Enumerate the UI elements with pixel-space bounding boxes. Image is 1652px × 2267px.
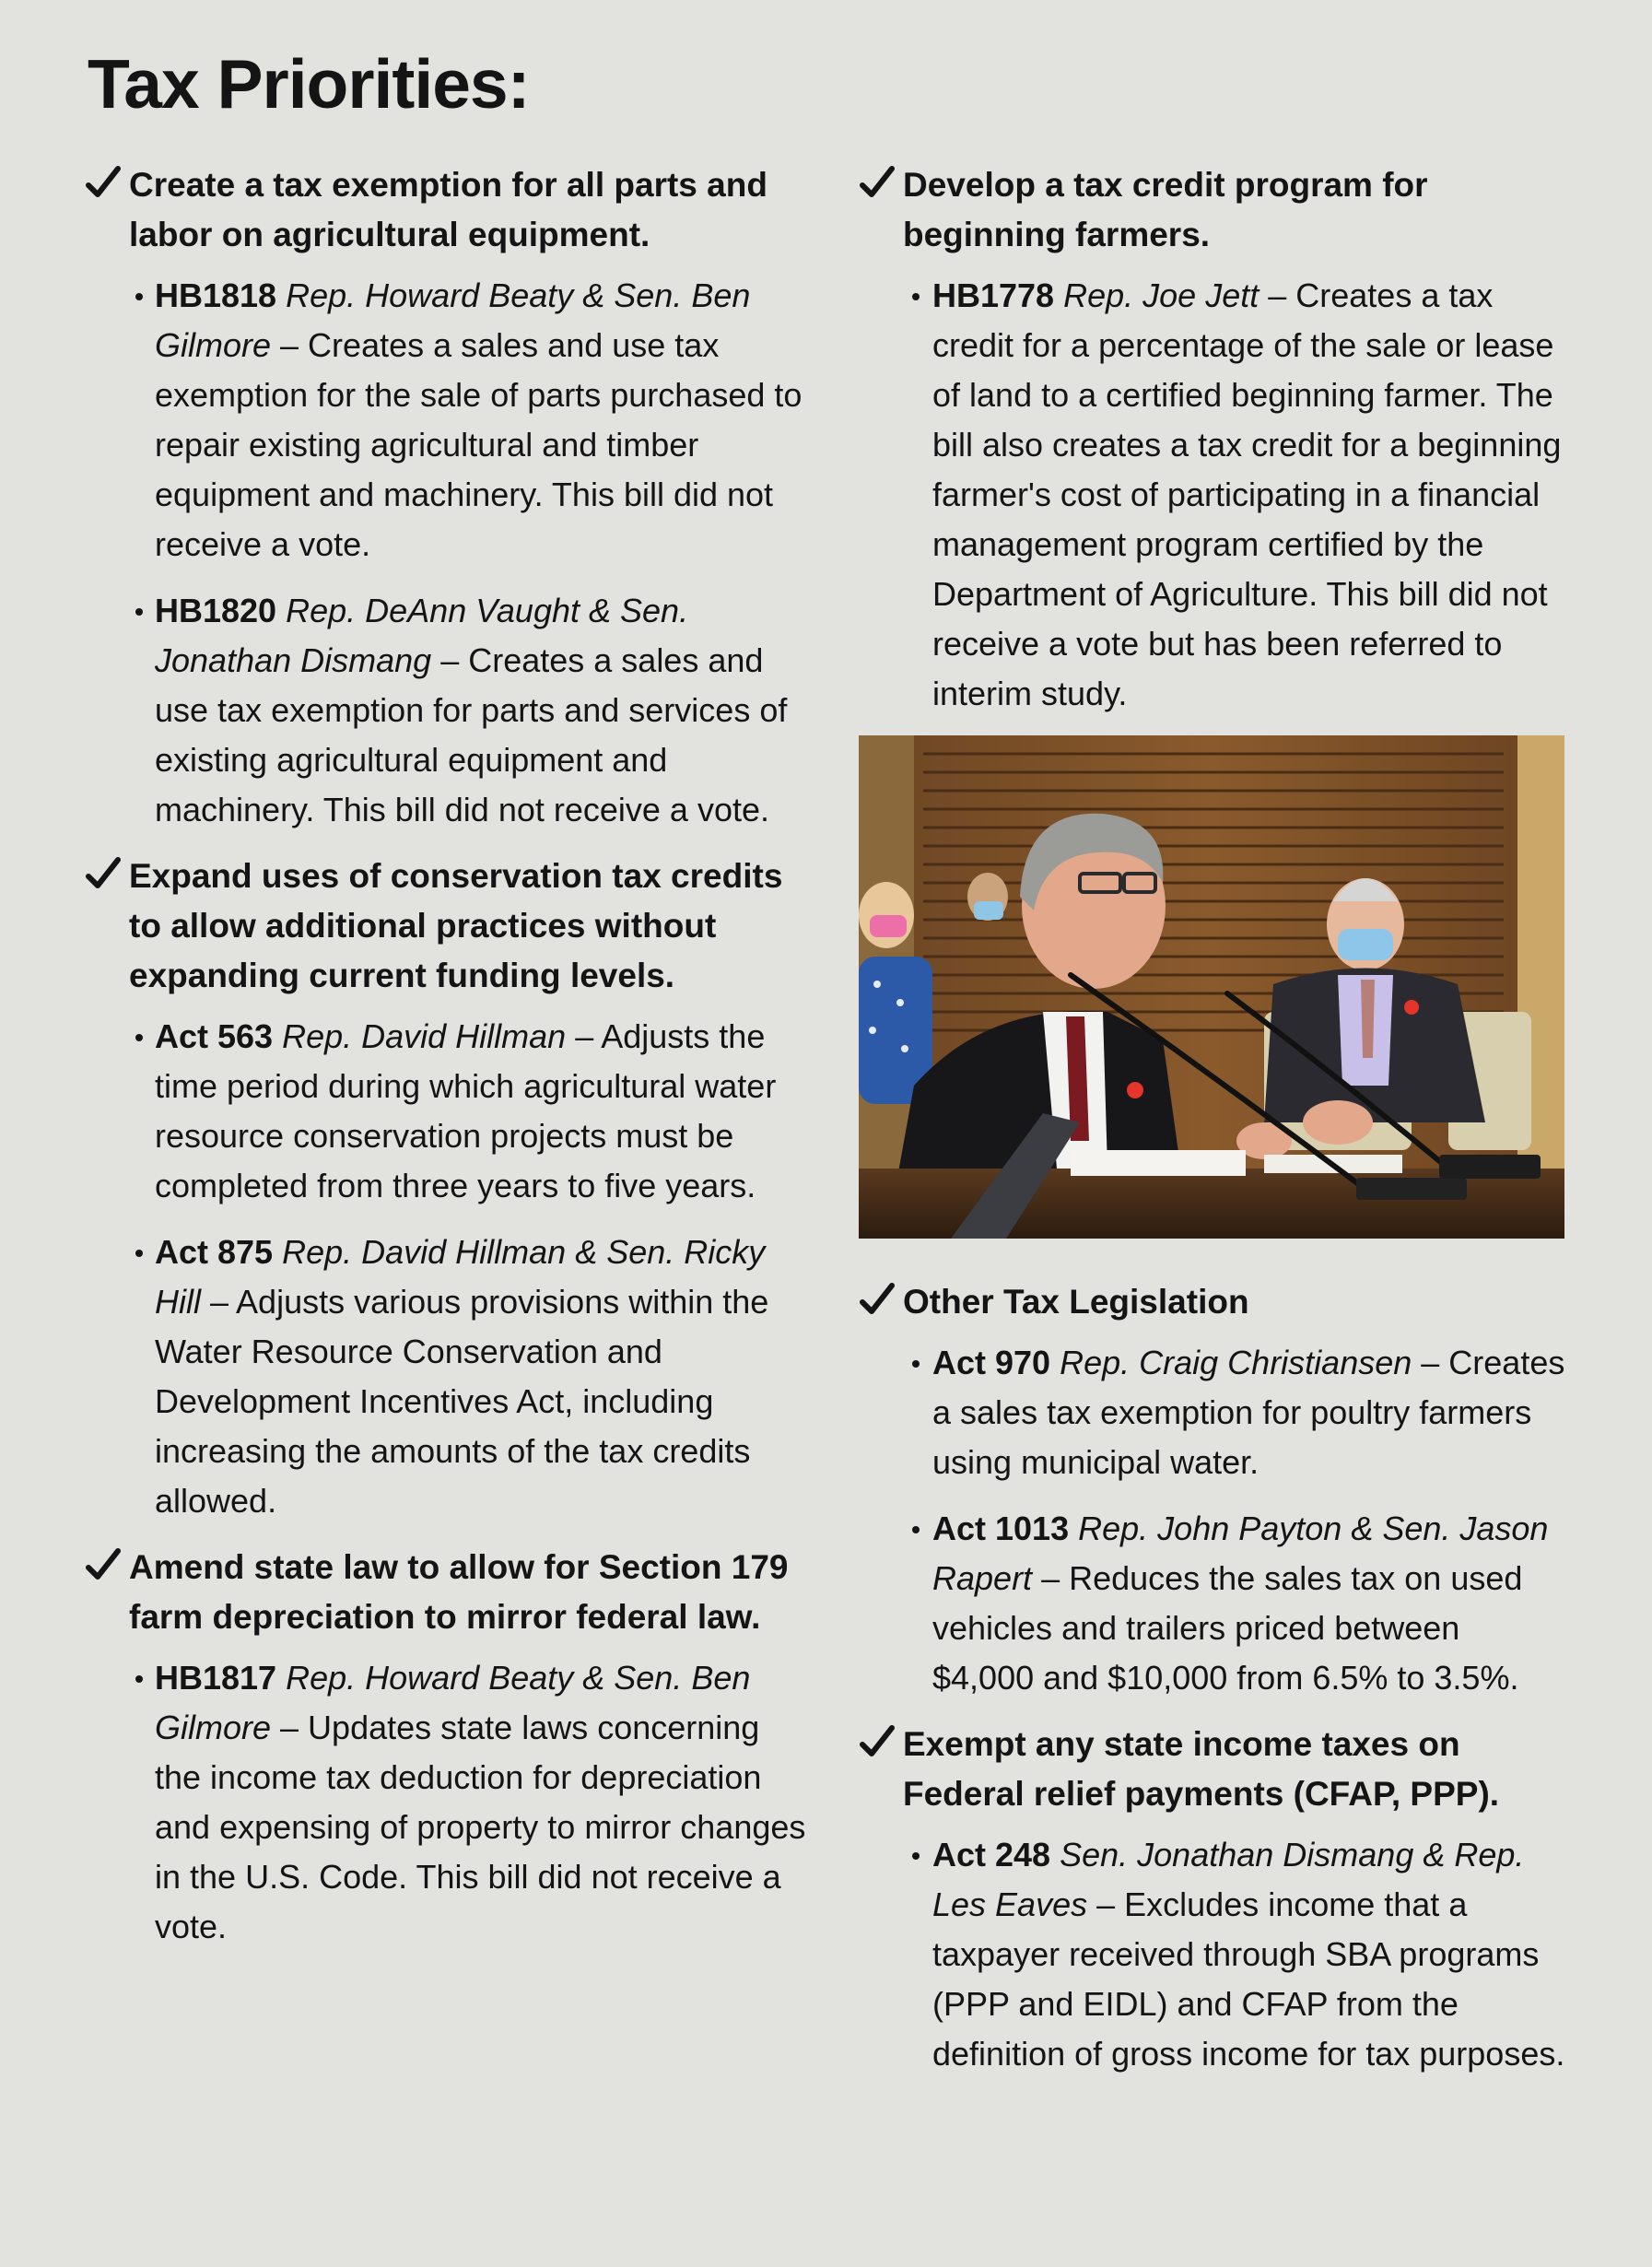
priority-section bbox=[859, 160, 1568, 719]
bill-id: HB1818 bbox=[155, 276, 277, 314]
bill-id: Act 1013 bbox=[932, 1509, 1070, 1547]
bill-item bbox=[85, 1227, 813, 1526]
bill-sponsors: Rep. Joe Jett bbox=[1063, 276, 1260, 314]
priority-section bbox=[85, 1543, 813, 1952]
checkmark-icon bbox=[85, 854, 122, 895]
bill-sponsors: Sen. Jonathan Dismang & Rep. Les Eaves bbox=[932, 1836, 1525, 1923]
hearing-photo-illustration bbox=[859, 735, 1564, 1239]
bill-sponsors: Rep. DeAnn Vaught & Sen. Jonathan Dismang bbox=[155, 592, 689, 679]
bill-id: HB1778 bbox=[932, 276, 1055, 314]
bill-sponsors: Rep. Craig Christiansen bbox=[1060, 1344, 1412, 1381]
priority-heading bbox=[859, 1277, 1568, 1327]
priority-section bbox=[859, 1277, 1568, 1703]
bullet-dot-icon bbox=[135, 1034, 143, 1041]
bullet-dot-icon bbox=[912, 1360, 920, 1368]
bullet-dot-icon bbox=[135, 293, 143, 300]
priority-heading-text: Create a tax exemption for all parts and labor on agricultural equipment. bbox=[129, 166, 767, 253]
priority-heading bbox=[85, 160, 813, 260]
bill-list bbox=[859, 1830, 1568, 2079]
priority-section bbox=[859, 1720, 1568, 2079]
bill-description: – Creates a sales and use tax exemption for parts and services of existing agricultural equipment and machinery. This bill did not receive a vote. bbox=[155, 641, 788, 828]
bill-description: – Reduces the sales tax on used vehicles and trailers priced between $4,000 and $10,000 from 6.5% to 3.5%. bbox=[932, 1559, 1523, 1697]
bill-description: – Adjusts various provisions within the Water Resource Conservation and Development Incentives Act, including increasing the amounts of the tax credits allowed. bbox=[155, 1283, 769, 1520]
bill-sponsors: Rep. Howard Beaty & Sen. Ben Gilmore bbox=[155, 276, 751, 364]
bill-description: – Updates state laws concerning the income tax deduction for depreciation and expensing of property to mirror changes in the U.S. Code. This bill did not receive a vote. bbox=[155, 1709, 806, 1945]
checkmark-icon bbox=[859, 1722, 896, 1763]
bill-description: – Excludes income that a taxpayer received through SBA programs (PPP and EIDL) and CFAP from the definition of gross income for tax purposes. bbox=[932, 1885, 1565, 2073]
bullet-dot-icon bbox=[135, 1250, 143, 1257]
bullet-dot-icon bbox=[912, 293, 920, 300]
priority-section bbox=[85, 852, 813, 1526]
priority-heading-text: Develop a tax credit program for beginning farmers. bbox=[903, 166, 1428, 253]
priority-heading bbox=[85, 852, 813, 1001]
bill-id: HB1817 bbox=[155, 1659, 277, 1697]
bill-sponsors: Rep. David Hillman bbox=[282, 1017, 567, 1055]
bill-description: – Creates a sales tax exemption for poultry farmers using municipal water. bbox=[932, 1344, 1565, 1481]
priority-heading bbox=[85, 1543, 813, 1642]
priority-heading-text: Exempt any state income taxes on Federal relief payments (CFAP, PPP). bbox=[903, 1725, 1500, 1813]
priority-section bbox=[85, 160, 813, 835]
priority-heading bbox=[859, 1720, 1568, 1819]
checkmark-icon bbox=[859, 163, 896, 204]
bill-item bbox=[859, 1830, 1568, 2079]
bill-item bbox=[85, 1012, 813, 1211]
bill-id: Act 563 bbox=[155, 1017, 274, 1055]
bill-item bbox=[859, 1338, 1568, 1487]
bullet-dot-icon bbox=[135, 608, 143, 616]
checkmark-icon bbox=[85, 163, 122, 204]
priority-heading-text: Other Tax Legislation bbox=[903, 1283, 1249, 1321]
bill-description: – Adjusts the time period during which agricultural water resource conservation projects must be completed from three years to five years. bbox=[155, 1017, 777, 1204]
right-column bbox=[859, 160, 1568, 2096]
bullet-dot-icon bbox=[912, 1526, 920, 1533]
bill-list bbox=[85, 1653, 813, 1952]
checkmark-icon bbox=[85, 1545, 122, 1586]
bill-list bbox=[85, 271, 813, 835]
bullet-dot-icon bbox=[135, 1675, 143, 1683]
bill-id: Act 248 bbox=[932, 1836, 1051, 1874]
priority-heading-text: Expand uses of conservation tax credits to allow additional practices without expanding current funding levels. bbox=[129, 857, 783, 994]
bill-id: Act 970 bbox=[932, 1344, 1051, 1381]
bill-item bbox=[85, 586, 813, 835]
bill-item bbox=[85, 1653, 813, 1952]
bill-list bbox=[859, 271, 1568, 719]
bill-item bbox=[85, 271, 813, 570]
bill-sponsors: Rep. David Hillman & Sen. Ricky Hill bbox=[155, 1233, 766, 1321]
bill-item bbox=[859, 1504, 1568, 1703]
left-column bbox=[85, 160, 813, 1968]
checkmark-icon bbox=[859, 1280, 896, 1321]
priority-heading-text: Amend state law to allow for Section 179 farm depreciation to mirror federal law. bbox=[129, 1548, 789, 1636]
bill-description: – Creates a tax credit for a percentage of the sale or lease of land to a certified beginning farmer. The bill also creates a tax credit for a beginning farmer's cost of participating in a financial management program certified by the Department of Agriculture. This bill did not receive a vote but has been referred to interim study. bbox=[932, 276, 1562, 712]
page-title: Tax Priorities: bbox=[88, 45, 530, 123]
bill-item bbox=[859, 271, 1568, 719]
bill-id: HB1820 bbox=[155, 592, 277, 629]
priority-heading bbox=[859, 160, 1568, 260]
bill-id: Act 875 bbox=[155, 1233, 274, 1271]
bill-description: – Creates a sales and use tax exemption for the sale of parts purchased to repair existing agricultural and timber equipment and machinery. This bill did not receive a vote. bbox=[155, 326, 803, 563]
committee-hearing-photo bbox=[859, 735, 1564, 1239]
bill-list bbox=[85, 1012, 813, 1526]
bullet-dot-icon bbox=[912, 1852, 920, 1860]
bill-sponsors: Rep. John Payton & Sen. Jason Rapert bbox=[932, 1509, 1549, 1597]
bill-list bbox=[859, 1338, 1568, 1703]
bill-sponsors: Rep. Howard Beaty & Sen. Ben Gilmore bbox=[155, 1659, 751, 1746]
